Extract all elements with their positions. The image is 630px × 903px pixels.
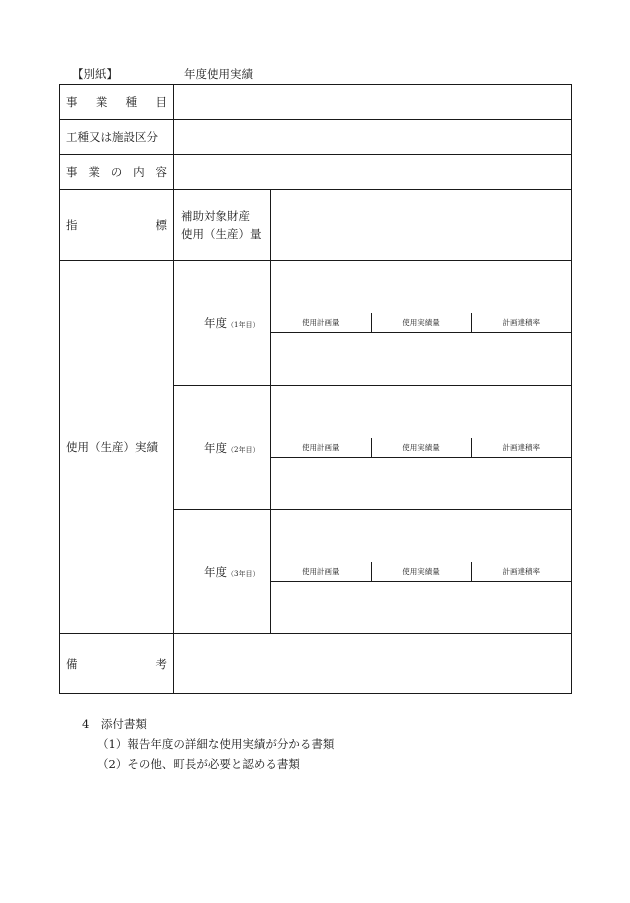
- attachment-item-1: （1）報告年度の詳細な使用実績が分かる書類: [97, 737, 335, 751]
- year-1-actual-usage[interactable]: [371, 333, 471, 334]
- year-2-grid: [271, 438, 571, 458]
- year-1-grid-cell: [271, 261, 572, 386]
- col-achievement-rate: 計画達積率: [471, 438, 571, 458]
- col-planned-usage: 使用計画量: [271, 438, 371, 458]
- col-achievement-rate: 計画達積率: [471, 562, 571, 582]
- field-indicator[interactable]: [271, 190, 572, 261]
- label-work-type: [60, 120, 174, 155]
- label-char: 容: [155, 165, 167, 179]
- col-planned-usage: 使用計画量: [271, 313, 371, 333]
- row-business-type: [60, 85, 572, 120]
- year-number: （3年目）: [227, 569, 260, 578]
- year-3-grid: [271, 562, 571, 582]
- usage-results-text: 使用（生産）実績: [66, 440, 158, 454]
- year-3-achievement-rate[interactable]: [471, 581, 571, 582]
- attachments-section: [82, 714, 334, 774]
- spread-label: [66, 94, 167, 110]
- year-1-achievement-rate[interactable]: [471, 333, 571, 334]
- row-indicator: [60, 190, 572, 261]
- label-char: 考: [155, 656, 167, 671]
- label-indicator: [60, 190, 174, 261]
- spread-label: [66, 217, 167, 233]
- row-year-1: [60, 261, 572, 386]
- year-3-grid-cell: [271, 510, 572, 634]
- indicator-sub-line1: 補助対象財産: [181, 209, 250, 223]
- label-indicator-sub: [174, 190, 271, 261]
- year-2-label: [174, 386, 271, 510]
- year-2-achievement-rate[interactable]: [471, 457, 571, 458]
- year-1-planned-usage[interactable]: [271, 333, 371, 334]
- col-actual-usage: 使用実績量: [371, 313, 471, 333]
- label-char: 内: [133, 165, 145, 179]
- attachments-number: 4: [82, 717, 90, 731]
- col-planned-usage: 使用計画量: [271, 562, 371, 582]
- year-text: 年度: [204, 440, 227, 455]
- row-remarks: [60, 634, 572, 694]
- label-char: 種: [125, 95, 138, 109]
- year-3-planned-usage[interactable]: [271, 581, 371, 582]
- label-char: 業: [95, 95, 108, 109]
- col-achievement-rate: 計画達積率: [471, 313, 571, 333]
- label-char: の: [110, 165, 123, 179]
- field-business-content[interactable]: [174, 155, 572, 190]
- row-business-content: [60, 155, 572, 190]
- page-title: 年度使用実績: [184, 67, 253, 81]
- year-3-label: [174, 510, 271, 634]
- col-actual-usage: 使用実績量: [371, 562, 471, 582]
- label-char: 備: [66, 656, 78, 671]
- annex-label: 【別紙】: [72, 67, 118, 81]
- label-business-type: [60, 85, 174, 120]
- label-char: 目: [155, 95, 167, 109]
- year-2-grid-cell: [271, 386, 572, 510]
- field-business-type[interactable]: [174, 85, 572, 120]
- attachments-heading: [82, 714, 334, 734]
- year-2-actual-usage[interactable]: [371, 457, 471, 458]
- attachment-item-2: （2）その他、町長が必要と認める書類: [97, 757, 300, 771]
- work-type-text: 工種又は施設区分: [66, 130, 158, 144]
- spread-label: [66, 164, 167, 180]
- row-work-type: [60, 120, 572, 155]
- year-1-grid: [271, 313, 571, 333]
- indicator-sub-line2: 使用（生産）量: [181, 227, 262, 241]
- field-work-type[interactable]: [174, 120, 572, 155]
- year-3-actual-usage[interactable]: [371, 581, 471, 582]
- col-actual-usage: 使用実績量: [371, 438, 471, 458]
- attachments-heading-text: 添付書類: [100, 717, 147, 731]
- label-usage-results: [60, 261, 174, 634]
- field-remarks[interactable]: [174, 634, 572, 694]
- label-char: 標: [155, 218, 167, 232]
- label-remarks: [60, 634, 174, 694]
- label-char: 業: [88, 165, 100, 179]
- year-text: 年度: [204, 316, 227, 330]
- label-char: 事: [66, 165, 78, 179]
- year-1-label: [174, 261, 271, 386]
- usage-results-form: [59, 84, 572, 694]
- label-business-content: [60, 155, 174, 190]
- year-text: 年度: [204, 564, 227, 579]
- year-number: （2年目）: [227, 445, 260, 454]
- year-number: （1年目）: [227, 321, 260, 329]
- label-char: 指: [66, 218, 78, 232]
- year-2-planned-usage[interactable]: [271, 457, 371, 458]
- spread-label: [66, 656, 167, 672]
- label-char: 事: [66, 95, 78, 109]
